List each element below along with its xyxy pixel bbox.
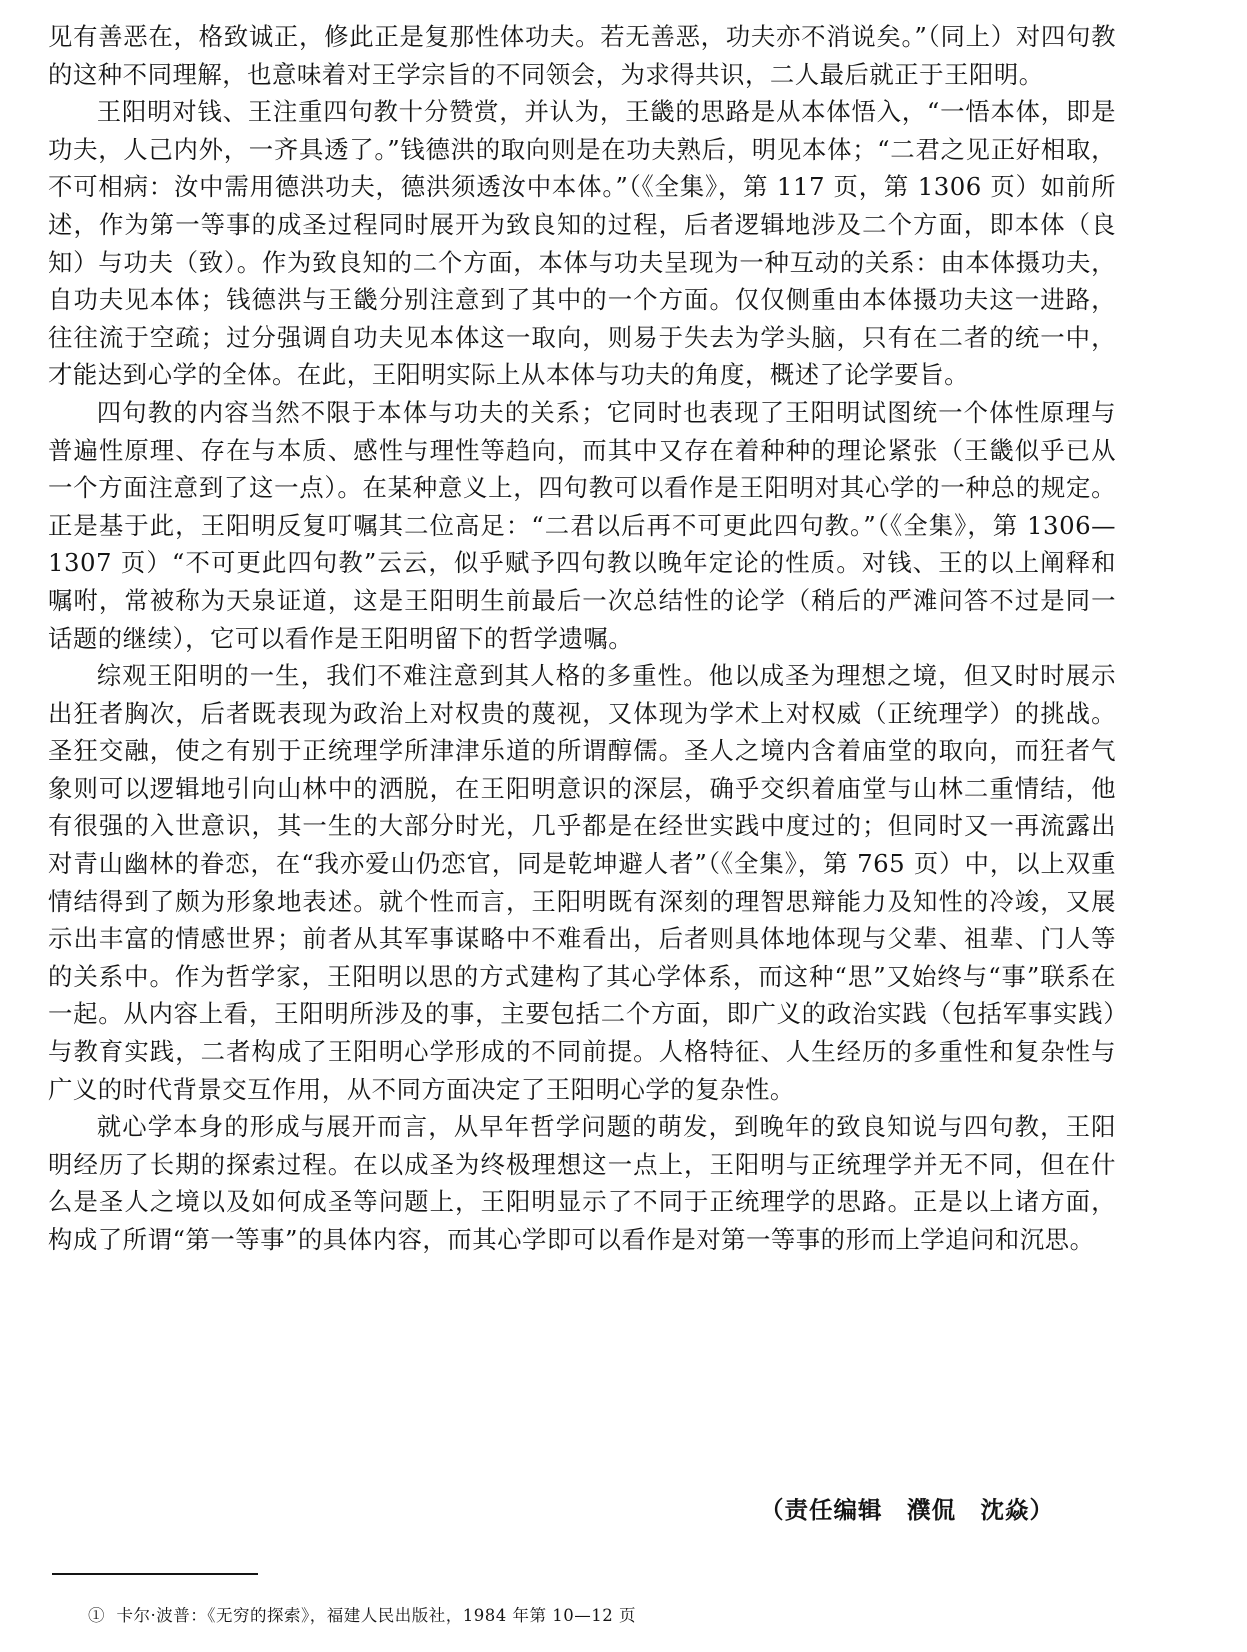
footnote-divider — [52, 1573, 258, 1575]
paragraph: 就心学本身的形成与展开而言，从早年哲学问题的萌发，到晚年的致良知说与四句教，王阳明经历了长期的探索过程。在以成圣为终极理想这一点上，王阳明与正统理学并无不同，但在什么是圣人之境以及如何成圣等问题上，王阳明显示了不同于正统理学的思路。正是以上诸方面，构成了所谓“第一等事”的具体内容，而其心学即可以看作是对第一等事的形而上学追问和沉思。 — [48, 1112, 1116, 1254]
paragraph: 见有善恶在，格致诚正，修此正是复那性体功夫。若无善恶，功夫亦不消说矣。”（同上）对四句教的这种不同理解，也意味着对王学宗旨的不同领会，为求得共识，二人最后就正于王阳明。 — [48, 22, 1116, 89]
paragraph: 王阳明对钱、王注重四句教十分赞赏，并认为，王畿的思路是从本体悟入，“一悟本体，即是功夫，人己内外，一齐具透了。”钱德洪的取向则是在功夫熟后，明见本体；“二君之见正好相取，不可相病：汝中需用德洪功夫，德洪须透汝中本体。”（《全集》，第 117 页，第 1306 页）如前所述，作为第一等事的成圣过程同时展开为致良知的过程，后者逻辑地涉及二个方面，即本体（良知）与功夫（致）。作为致良知的二个方面，本体与功夫呈现为一种互动的关系：由本体摄功夫，自功夫见本体；钱德洪与王畿分别注意到了其中的一个方面。仅仅侧重由本体摄功夫这一进路，往往流于空疏；过分强调自功夫见本体这一取向，则易于失去为学头脑，只有在二者的统一中，才能达到心学的全体。在此，王阳明实际上从本体与功夫的角度，概述了论学要旨。 — [48, 97, 1116, 390]
footnote — [88, 1602, 636, 1626]
article-body — [48, 18, 1116, 1259]
paragraph: 四句教的内容当然不限于本体与功夫的关系；它同时也表现了王阳明试图统一个体性原理与普遍性原理、存在与本质、感性与理性等趋向，而其中又存在着种种的理论紧张（王畿似乎已从一个方面注意到了这一点）。在某种意义上，四句教可以看作是王阳明对其心学的一种总的规定。正是基于此，王阳明反复叮嘱其二位高足：“二君以后再不可更此四句教。”（《全集》，第 1306—1307 页）“不可更此四句教”云云，似乎赋予四句教以晚年定论的性质。对钱、王的以上阐释和嘱咐，常被称为天泉证道，这是王阳明生前最后一次总结性的论学（稍后的严滩问答不过是同一话题的继续），它可以看作是王阳明留下的哲学遗嘱。 — [48, 397, 1116, 653]
editor-credit: （责任编辑 濮侃 沈焱） — [760, 1496, 1054, 1524]
paragraph: 综观王阳明的一生，我们不难注意到其人格的多重性。他以成圣为理想之境，但又时时展示出狂者胸次，后者既表现为政治上对权贵的蔑视，又体现为学术上对权威（正统理学）的挑战。圣狂交融，使之有别于正统理学所津津乐道的所谓醇儒。圣人之境内含着庙堂的取向，而狂者气象则可以逻辑地引向山林中的洒脱，在王阳明意识的深层，确乎交织着庙堂与山林二重情结，他有很强的入世意识，其一生的大部分时光，几乎都是在经世实践中度过的；但同时又一再流露出对青山幽林的眷恋，在“我亦爱山仍恋官，同是乾坤避人者”（《全集》，第 765 页）中，以上双重情结得到了颇为形象地表述。就个性而言，王阳明既有深刻的理智思辩能力及知性的冷竣，又展示出丰富的情感世界；前者从其军事谋略中不难看出，后者则具体地体现与父辈、祖辈、门人等的关系中。作为哲学家，王阳明以思的方式建构了其心学体系，而这种“思”又始终与“事”联系在一起。从内容上看，王阳明所涉及的事，主要包括二个方面，即广义的政治实践（包括军事实践）与教育实践，二者构成了王阳明心学形成的不同前提。人格特征、人生经历的多重性和复杂性与广义的时代背景交互作用，从不同方面决定了王阳明心学的复杂性。 — [48, 661, 1116, 1104]
footnote-text: 卡尔·波普：《无穷的探索》，福建人民出版社，1984 年第 10—12 页 — [116, 1606, 636, 1625]
footnote-marker: ① — [88, 1606, 105, 1625]
